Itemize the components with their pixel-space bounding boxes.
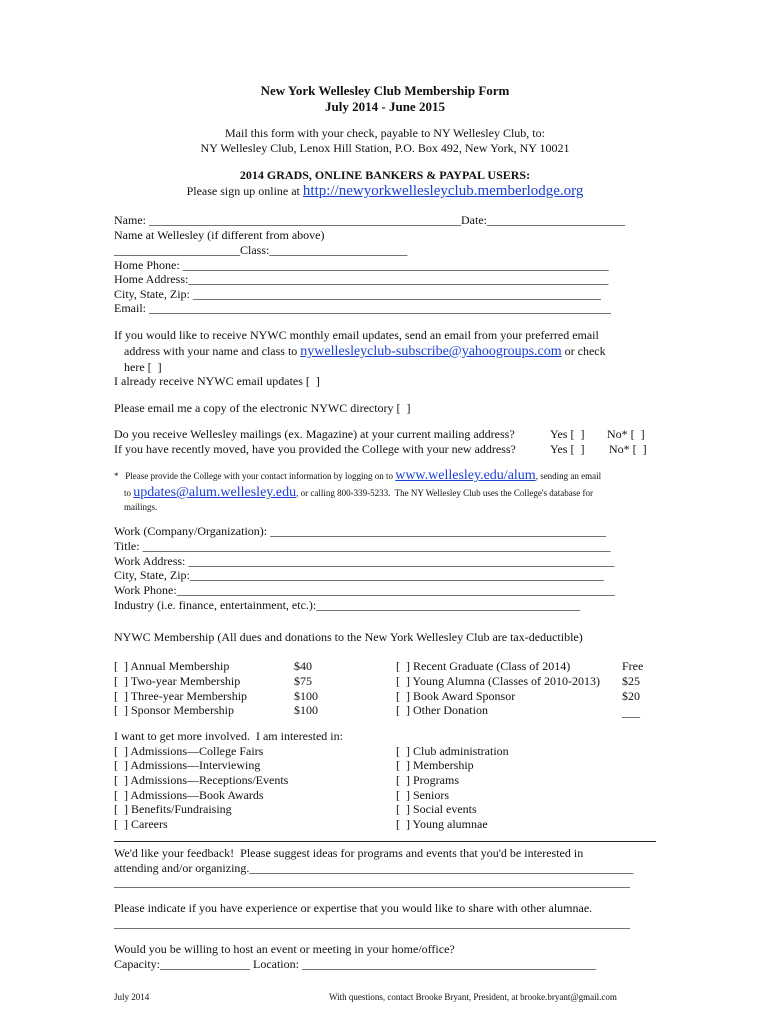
admissions-interviewing-option[interactable]: [ ] Admissions—Interviewing [114,758,261,772]
online-signup-prefix: Please sign up online at [186,184,303,198]
updates-line1: If you would like to receive NYWC monthly email updates, send an email from your preferred email [114,328,599,342]
involvement-heading: I want to get more involved. I am interested in: [114,729,343,743]
moved-no-checkbox[interactable]: No* [ ] [609,442,647,456]
online-heading: 2014 GRADS, ONLINE BANKERS & PAYPAL USERS: [239,168,531,182]
mail-address: NY Wellesley Club, Lenox Hill Station, P.O. Box 492, New York, NY 10021 [200,141,570,155]
memberlodge-link[interactable]: http://newyorkwellesleyclub.memberlodge.org [302,183,584,199]
admissions-college-fairs-option[interactable]: [ ] Admissions—College Fairs [114,744,264,758]
home-address-field[interactable]: Home Address:______________________________________________________________________ [114,272,609,286]
form-period: July 2014 - June 2015 [325,99,445,114]
footer-contact: With questions, contact Brooke Bryant, President, at brooke.bryant@gmail.com [329,992,617,1002]
updates-prefix: address with your name and class to [124,344,301,358]
admissions-book-awards-option[interactable]: [ ] Admissions—Book Awards [114,788,264,802]
other-donation-amount[interactable]: ___ [622,705,640,719]
sponsor-membership-option[interactable]: [ ] Sponsor Membership [114,703,234,717]
book-award-sponsor-price: $20 [622,689,640,703]
footnote-prefix: * Please provide the College with your contact information by logging on to [114,471,396,481]
footnote-line2-suffix: , or calling 800-339-5233. The NY Wellesley Club uses the College's database for [296,488,594,498]
updates-suffix: or check [561,344,606,358]
mailings-no-checkbox[interactable]: No* [ ] [607,427,645,441]
industry-field[interactable]: Industry (i.e. finance, entertainment, etc.):____________________________________________ [114,598,581,612]
name-date-field[interactable]: Name: ____________________________________________________Date:_______________________ [114,213,625,227]
section-divider [114,841,656,842]
work-address-field[interactable]: Work Address: _______________________________________________________________________ [114,554,615,568]
footnote-line3: mailings. [124,502,158,512]
online-signup-line [0,184,770,198]
careers-option[interactable]: [ ] Careers [114,817,168,831]
capacity-location-field[interactable]: Capacity:_______________ Location: _________________________________________________ [114,957,596,971]
annual-membership-option[interactable]: [ ] Annual Membership [114,659,230,673]
young-alumna-option[interactable]: [ ] Young Alumna (Classes of 2010-2013) [396,674,600,688]
host-question: Would you be willing to host an event or meeting in your home/office? [114,942,455,956]
moved-question: If you have recently moved, have you provided the College with your new address? [114,442,516,456]
sponsor-membership-price: $100 [294,703,318,717]
two-year-membership-price: $75 [294,674,312,688]
book-award-sponsor-option[interactable]: [ ] Book Award Sponsor [396,689,516,703]
feedback-answer-line2[interactable]: ______________________________________________________________________________________ [114,875,630,889]
young-alumnae-option[interactable]: [ ] Young alumnae [396,817,488,831]
class-field[interactable]: _____________________Class:_______________________ [114,243,408,257]
social-events-option[interactable]: [ ] Social events [396,802,477,816]
email-field[interactable]: Email: _____________________________________________________________________________ [114,301,611,315]
mail-instructions: Mail this form with your check, payable to NY Wellesley Club, to: [225,126,545,140]
feedback-answer-line1[interactable]: attending and/or organizing.________________________________________________________________ [114,861,634,875]
directory-checkbox[interactable]: Please email me a copy of the electronic NYWC directory [ ] [114,401,411,415]
benefits-fundraising-option[interactable]: [ ] Benefits/Fundraising [114,802,232,816]
subscribe-email-link[interactable]: nywellesleyclub-subscribe@yahoogroups.com [300,344,562,359]
seniors-option[interactable]: [ ] Seniors [396,788,449,802]
expertise-prompt: Please indicate if you have experience or expertise that you would like to share with other alumnae. [114,901,593,915]
admissions-receptions-option[interactable]: [ ] Admissions—Receptions/Events [114,773,289,787]
annual-membership-price: $40 [294,659,312,673]
city-state-zip-field[interactable]: City, State, Zip: ____________________________________________________________________ [114,287,601,301]
footnote-line1 [114,470,601,482]
name-at-wellesley-label: Name at Wellesley (if different from above) [114,228,325,242]
footnote-mid: , sending an email [535,471,602,481]
other-donation-option[interactable]: [ ] Other Donation [396,703,488,717]
moved-yes-checkbox[interactable]: Yes [ ] [550,442,585,456]
footnote-line2-prefix: to [124,488,134,498]
updates-line2 [124,344,606,359]
membership-interest-option[interactable]: [ ] Membership [396,758,474,772]
recent-graduate-price: Free [622,659,644,673]
two-year-membership-option[interactable]: [ ] Two-year Membership [114,674,241,688]
work-company-field[interactable]: Work (Company/Organization): ________________________________________________________ [114,524,607,538]
three-year-membership-price: $100 [294,689,318,703]
expertise-answer-line[interactable]: ______________________________________________________________________________________ [114,916,630,930]
mailings-yes-checkbox[interactable]: Yes [ ] [550,427,585,441]
young-alumna-price: $25 [622,674,640,688]
programs-option[interactable]: [ ] Programs [396,773,459,787]
updates-email-link[interactable]: updates@alum.wellesley.edu [133,485,297,500]
updates-checkbox[interactable]: here [ ] [124,360,162,374]
work-city-field[interactable]: City, State, Zip:_____________________________________________________________________ [114,568,604,582]
mailings-question: Do you receive Wellesley mailings (ex. Magazine) at your current mailing address? [114,427,515,441]
membership-heading: NYWC Membership (All dues and donations to the New York Wellesley Club are tax-deductible) [114,630,583,644]
home-phone-field[interactable]: Home Phone: _______________________________________________________________________ [114,258,609,272]
work-phone-field[interactable]: Work Phone:_________________________________________________________________________ [114,583,615,597]
form-title: New York Wellesley Club Membership Form [260,83,510,98]
work-title-field[interactable]: Title: ______________________________________________________________________________ [114,539,611,553]
alum-site-link[interactable]: www.wellesley.edu/alum [395,468,536,483]
recent-graduate-option[interactable]: [ ] Recent Graduate (Class of 2014) [396,659,571,673]
already-receive-checkbox[interactable]: I already receive NYWC email updates [ ] [114,374,320,388]
feedback-prompt: We'd like your feedback! Please suggest ideas for programs and events that you'd be interested in [114,846,584,860]
footer-date: July 2014 [114,992,150,1002]
three-year-membership-option[interactable]: [ ] Three-year Membership [114,689,248,703]
footnote-line2 [124,487,593,499]
club-administration-option[interactable]: [ ] Club administration [396,744,509,758]
